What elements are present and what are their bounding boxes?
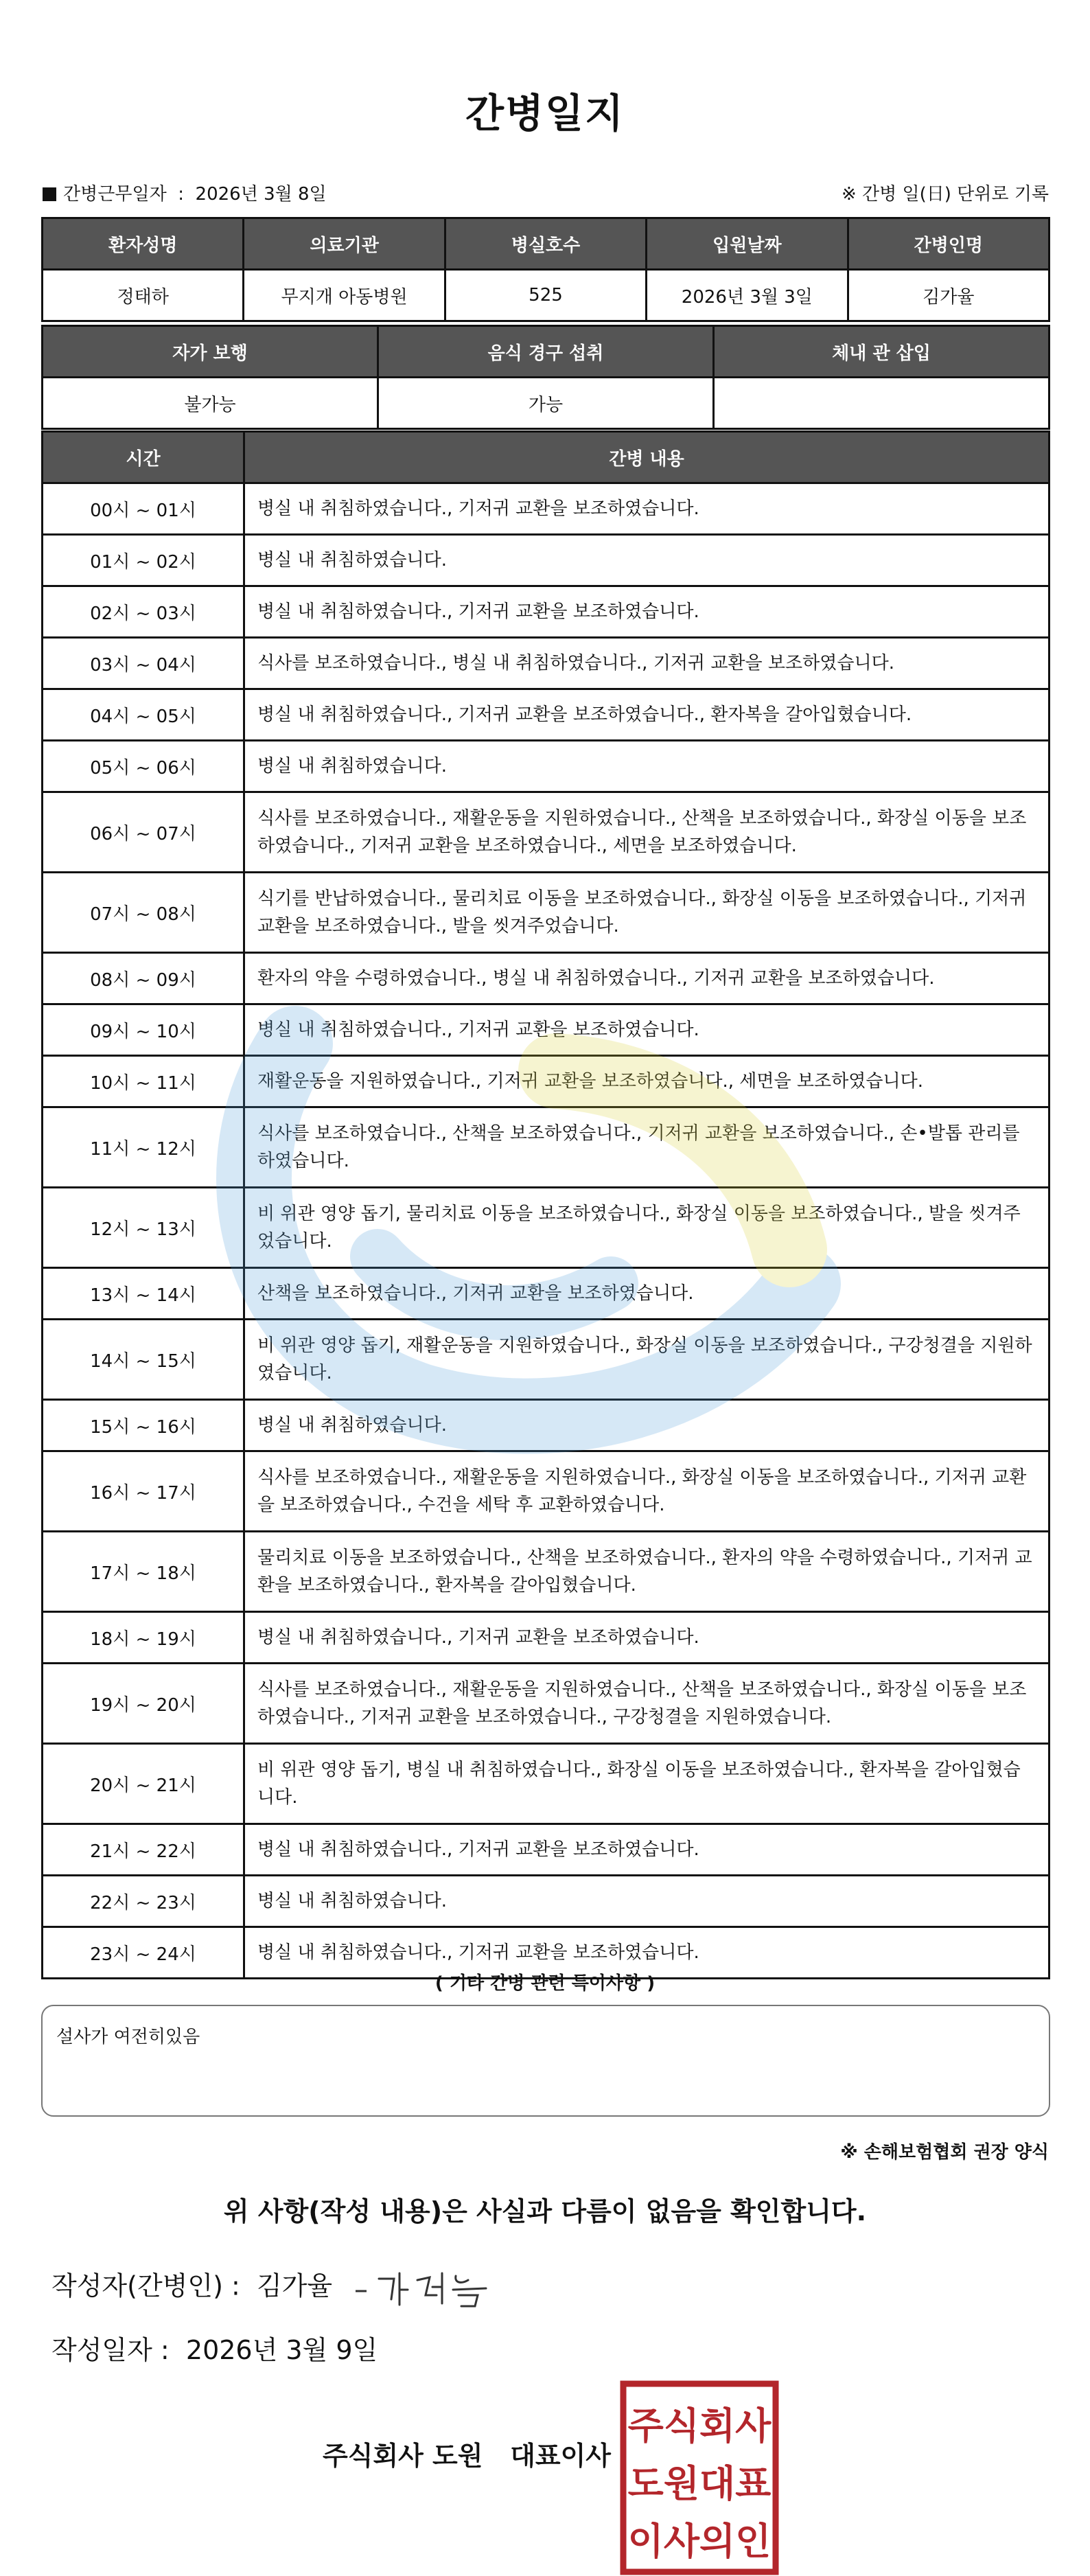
notes-text: 설사가 여전히있음 [56,2027,200,2047]
tube-status [714,378,1050,429]
log-time: 16시 ~ 17시 [43,1451,244,1532]
notes-box [41,2005,1050,2117]
log-content: 병실 내 취침하였습니다., 기저귀 교환을 보조하였습니다. [244,1927,1050,1979]
table-row [43,792,1050,873]
form-note: ※ 손해보험협회 권장 양식 [840,2142,1049,2163]
log-content: 병실 내 취침하였습니다., 기저귀 교환을 보조하였습니다. [244,1824,1050,1876]
caregiver-name: 김가율 [848,270,1049,321]
header-admission-date: 입원날짜 [647,218,848,270]
hospital-name: 무지개 아동병원 [244,270,445,321]
write-date-line [51,2329,378,2367]
log-content: 재활운동을 지원하였습니다., 기저귀 교환을 보조하였습니다., 세면을 보조하였습니다. [244,1056,1050,1107]
log-time: 08시 ~ 09시 [43,953,244,1004]
log-content: 병실 내 취침하였습니다. [244,741,1050,792]
log-time: 17시 ~ 18시 [43,1532,244,1612]
log-time: 13시 ~ 14시 [43,1268,244,1320]
log-content: 병실 내 취침하였습니다., 기저귀 교환을 보조하였습니다., 환자복을 갈아입혔습니다. [244,689,1050,741]
log-time: 20시 ~ 21시 [43,1744,244,1824]
table-row [43,1400,1050,1451]
log-content: 식사를 보조하였습니다., 재활운동을 지원하였습니다., 산책을 보조하였습니다., 화장실 이동을 보조하였습니다., 기저귀 교환을 보조하였습니다., 구강청결을 지원하였습니다. [244,1664,1050,1744]
log-time: 14시 ~ 15시 [43,1320,244,1400]
log-content: 병실 내 취침하였습니다., 기저귀 교환을 보조하였습니다. [244,1612,1050,1664]
care-log-table [41,430,1050,1979]
log-time: 04시 ~ 05시 [43,689,244,741]
header-room: 병실호수 [445,218,646,270]
signature-image [351,2264,502,2312]
header-care-content: 간병 내용 [244,432,1050,483]
log-time: 10시 ~ 11시 [43,1056,244,1107]
log-content: 식사를 보조하였습니다., 재활운동을 지원하였습니다., 산책을 보조하였습니다., 화장실 이동을 보조하였습니다., 기저귀 교환을 보조하였습니다., 세면을 보조하였습니다. [244,792,1050,873]
table-row [43,873,1050,953]
log-content: 병실 내 취침하였습니다., 기저귀 교환을 보조하였습니다. [244,1004,1050,1056]
confirmation-statement: 위 사항(작성 내용)은 사실과 다름이 없음을 확인합니다. [223,2196,867,2227]
log-content: 환자의 약을 수령하였습니다., 병실 내 취침하였습니다., 기저귀 교환을 보조하였습니다. [244,953,1050,1004]
log-time: 22시 ~ 23시 [43,1876,244,1927]
ceo-label: 대표이사 [510,2441,612,2471]
table-row [43,483,1050,535]
log-time: 18시 ~ 19시 [43,1612,244,1664]
log-time: 09시 ~ 10시 [43,1004,244,1056]
log-content: 병실 내 취침하였습니다. [244,1400,1050,1451]
table-row [43,586,1050,638]
admission-date: 2026년 3월 3일 [647,270,848,321]
log-content: 식사를 보조하였습니다., 산책을 보조하였습니다., 기저귀 교환을 보조하였습니다., 손•발톱 관리를 하였습니다. [244,1107,1050,1188]
log-time: 06시 ~ 07시 [43,792,244,873]
company-name: 주식회사 도원 [323,2441,483,2471]
patient-info-table [41,217,1050,322]
write-date: 2026년 3월 9일 [185,2335,378,2365]
unit-note: ※ 간병 일(日) 단위로 기록 [841,184,1049,205]
table-row [43,689,1050,741]
writer-line [51,2264,502,2312]
log-time: 23시 ~ 24시 [43,1927,244,1979]
notes-title: ( 기타 간병 관련 특이사항 ) [434,1973,656,1994]
table-row [43,953,1050,1004]
table-row [43,741,1050,792]
header-oral-intake: 음식 경구 섭취 [378,326,714,378]
table-row [43,1188,1050,1268]
header-time: 시간 [43,432,244,483]
company-seal-stamp [619,2380,780,2576]
log-time: 11시 ~ 12시 [43,1107,244,1188]
log-content: 산책을 보조하였습니다., 기저귀 교환을 보조하였습니다. [244,1268,1050,1320]
table-row [43,1451,1050,1532]
svg-text:도원대표: 도원대표 [627,2462,772,2505]
table-row [43,1532,1050,1612]
header-patient-name: 환자성명 [43,218,244,270]
room-number: 525 [445,270,646,321]
table-row [43,1004,1050,1056]
log-content: 병실 내 취침하였습니다. [244,535,1050,586]
log-content: 비 위관 영양 돕기, 병실 내 취침하였습니다., 화장실 이동을 보조하였습니다., 환자복을 갈아입혔습니다. [244,1744,1050,1824]
table-row [43,1664,1050,1744]
log-content: 식기를 반납하였습니다., 물리치료 이동을 보조하였습니다., 화장실 이동을 보조하였습니다., 기저귀 교환을 보조하였습니다., 발을 씻겨주었습니다. [244,873,1050,953]
walking-status: 불가능 [43,378,378,429]
log-content: 비 위관 영양 돕기, 재활운동을 지원하였습니다., 화장실 이동을 보조하였습니다., 구강청결을 지원하였습니다. [244,1320,1050,1400]
log-content: 식사를 보조하였습니다., 병실 내 취침하였습니다., 기저귀 교환을 보조하였습니다. [244,638,1050,689]
log-time: 19시 ~ 20시 [43,1664,244,1744]
log-time: 07시 ~ 08시 [43,873,244,953]
log-content: 물리치료 이동을 보조하였습니다., 산책을 보조하였습니다., 환자의 약을 수령하였습니다., 기저귀 교환을 보조하였습니다., 환자복을 갈아입혔습니다. [244,1532,1050,1612]
work-date: 간병근무일자 : 2026년 3월 8일 [43,180,327,205]
table-row [43,1824,1050,1876]
log-time: 15시 ~ 16시 [43,1400,244,1451]
document-title: 간병일지 [465,90,625,137]
table-row [43,1320,1050,1400]
header-caregiver: 간병인명 [848,218,1049,270]
log-time: 01시 ~ 02시 [43,535,244,586]
log-time: 03시 ~ 04시 [43,638,244,689]
table-row [43,1612,1050,1664]
patient-name: 정태하 [43,270,244,321]
header-hospital: 의료기관 [244,218,445,270]
svg-text:주식회사: 주식회사 [627,2404,772,2448]
log-content: 식사를 보조하였습니다., 재활운동을 지원하였습니다., 화장실 이동을 보조하였습니다., 기저귀 교환을 보조하였습니다., 수건을 세탁 후 교환하였습니다. [244,1451,1050,1532]
writer-name: 김가율 [256,2270,333,2301]
log-content: 병실 내 취침하였습니다. [244,1876,1050,1927]
log-time: 12시 ~ 13시 [43,1188,244,1268]
log-content: 병실 내 취침하였습니다., 기저귀 교환을 보조하였습니다. [244,586,1050,638]
square-bullet-icon [43,187,56,201]
table-row [43,638,1050,689]
patient-status-table [41,325,1050,430]
log-content: 비 위관 영양 돕기, 물리치료 이동을 보조하였습니다., 화장실 이동을 보조하였습니다., 발을 씻겨주었습니다. [244,1188,1050,1268]
table-row [43,535,1050,586]
table-row [43,1107,1050,1188]
table-row [43,1744,1050,1824]
log-content: 병실 내 취침하였습니다., 기저귀 교환을 보조하였습니다. [244,483,1050,535]
table-row [43,1876,1050,1927]
writer-label: 작성자(간병인) : [51,2270,240,2301]
table-row [43,1056,1050,1107]
oral-intake-status: 가능 [378,378,714,429]
table-row [43,1268,1050,1320]
header-tube: 체내 관 삽입 [714,326,1050,378]
write-date-label: 작성일자 : [51,2335,170,2365]
log-time: 02시 ~ 03시 [43,586,244,638]
log-time: 00시 ~ 01시 [43,483,244,535]
company-line [323,2435,611,2472]
header-walking: 자가 보행 [43,326,378,378]
log-time: 05시 ~ 06시 [43,741,244,792]
log-time: 21시 ~ 22시 [43,1824,244,1876]
svg-text:이사의인: 이사의인 [627,2520,772,2563]
